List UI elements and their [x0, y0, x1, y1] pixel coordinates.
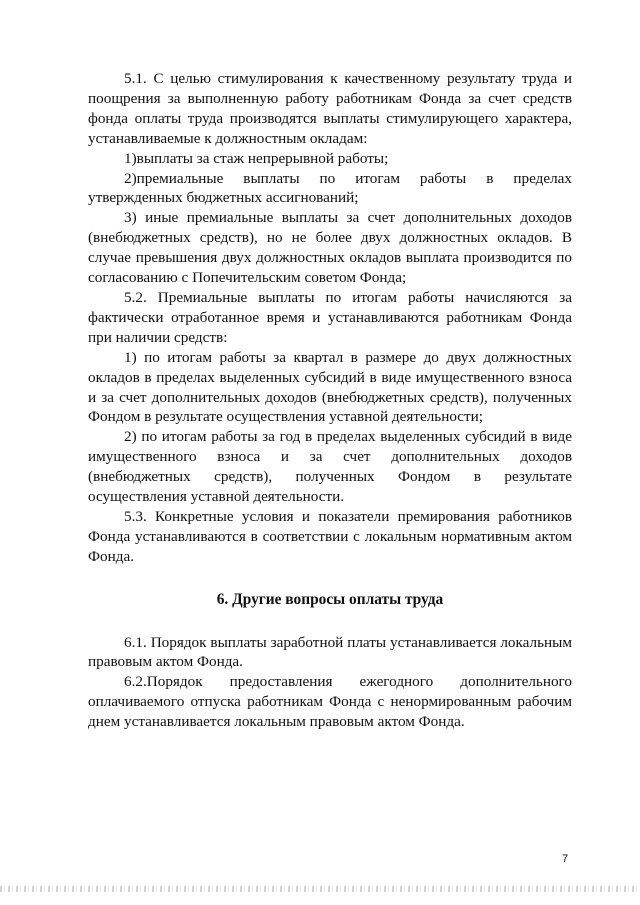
paragraph-5-3: 5.3. Конкретные условия и показатели премирования работников Фонда устанавливаются в соответствии с локальным нормативным актом Фонда. [88, 507, 572, 565]
paragraph-5-1-item-2: 2)премиальные выплаты по итогам работы в пределах утвержденных бюджетных ассигнований; [88, 169, 572, 207]
scan-edge-artifact [0, 886, 640, 892]
paragraph-5-1: 5.1. С целью стимулирования к качественному результату труда и поощрения за выполненную работу работникам Фонда за счет средств фонда оплаты труда производятся выплаты стимулирующего характера, устанавливаемые к должностным окладам: [88, 70, 572, 147]
paragraph-5-1-item-3: 3) иные премиальные выплаты за счет дополнительных доходов (внебюджетных средств), но не более двух должностных окладов. В случае превышения двух должностных окладов выплата производится по согласованию с Попечительским советом Фонда; [88, 209, 572, 287]
paragraph-5-1-item-1: 1)выплаты за стаж непрерывной работы; [124, 149, 389, 167]
paragraph-6-2: 6.2.Порядок предоставления ежегодного дополнительного оплачиваемого отпуска работникам Фонда с ненормированным рабочим днем устанавливается локальным правовым актом Фонда. [88, 673, 572, 731]
section-heading: 6. Другие вопросы оплаты труда [216, 590, 444, 608]
paragraph-5-2: 5.2. Премиальные выплаты по итогам работы начисляются за фактически отработанное время и устанавливаются работникам Фонда при наличии средств: [88, 288, 572, 346]
document-body [88, 69, 572, 732]
paragraph-6-1: 6.1. Порядок выплаты заработной платы устанавливается локальным правовым актом Фонда. [88, 633, 572, 671]
page-number: 7 [562, 853, 569, 865]
paragraph-5-2-item-2: 2) по итогам работы за год в пределах выделенных субсидий в виде имущественного взноса и за счет дополнительных доходов (внебюджетных средств), полученных Фондом в результате осуществления уставной деятельности. [88, 428, 572, 506]
paragraph-5-2-item-1: 1) по итогам работы за квартал в размере до двух должностных окладов в пределах выделенных субсидий в виде имущественного взноса и за счет дополнительных доходов (внебюджетных средств), полученных Фондом в результате осуществления уставной деятельности; [88, 348, 572, 426]
